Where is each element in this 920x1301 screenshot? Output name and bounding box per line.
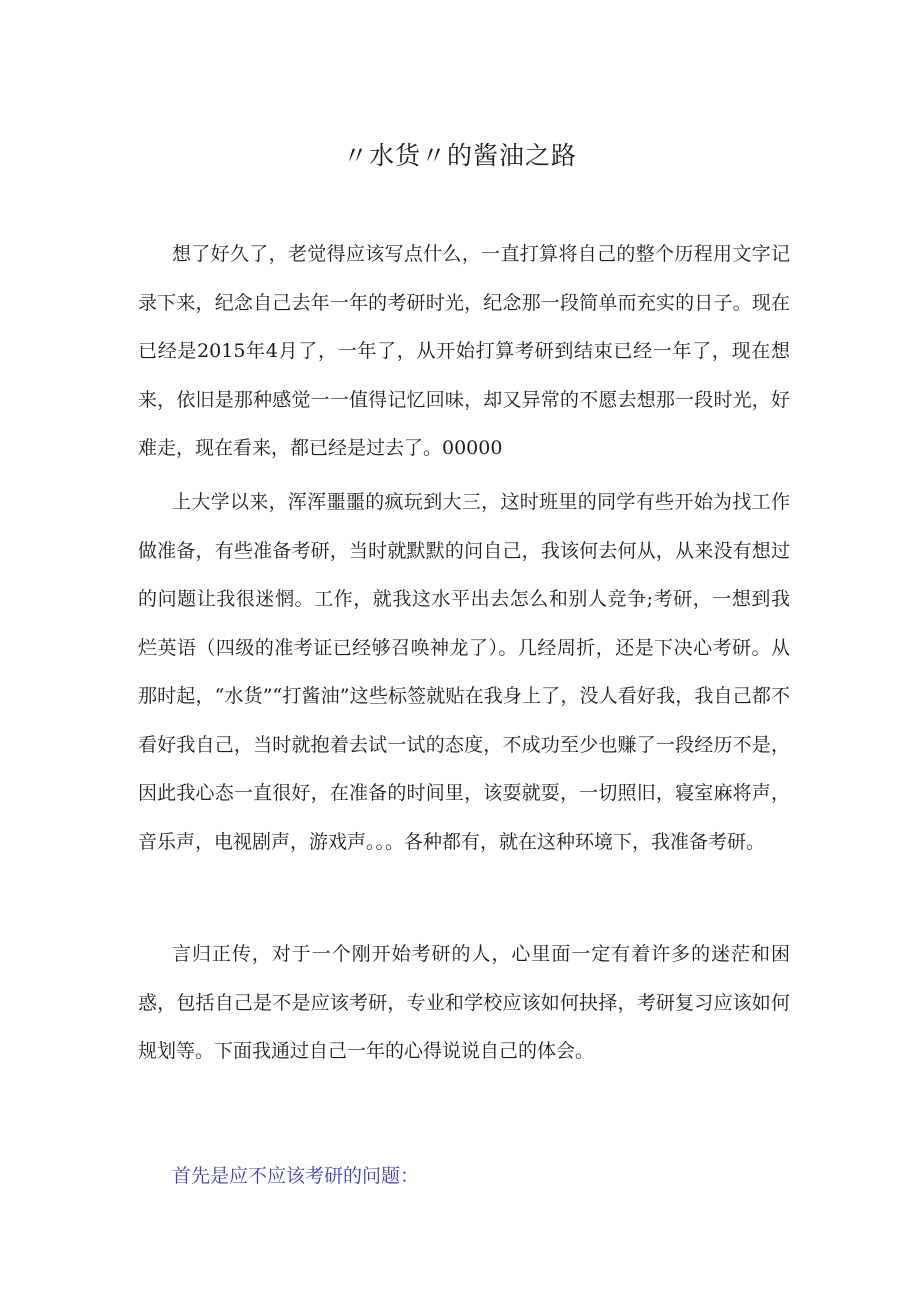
paragraph-intro: 想了好久了，老觉得应该写点什么，一直打算将自己的整个历程用文字记录下来，纪念自己去年一年的考研时光，纪念那一段简单而充实的日子。现在已经是2015年4月了，一年了，从开始打算考研到结束已经一年了，现在想来，依旧是那种感觉一一值得记忆回味，却又异常的不愿去想那一段时光，好难走，现在看来，都已经是过去了。00000 [138,243,790,459]
document-title: 〃水货〃的酱油之路 [342,141,577,170]
paragraph-background: 上大学以来，浑浑噩噩的疯玩到大三，这时班里的同学有些开始为找工作做准备，有些准备考研，当时就默默的问自己，我该何去何从，从来没有想过的问题让我很迷惘。工作，就我这水平出去怎么和别人竞争;考研，一想到我烂英语（四级的准考证已经够召唤神龙了）。几经周折，还是下决心考研。从那时起，“水货”“打酱油”这些标签就贴在我身上了，没人看好我，我自己都不看好我自己，当时就抱着去试一试的态度，不成功至少也赚了一段经历不是，因此我心态一直很好，在准备的时间里，该耍就耍，一切照旧，寝室麻将声，音乐声，电视剧声，游戏声。。。各种都有，就在这种环境下，我准备考研。 [138,491,790,853]
section-subheading: 首先是应不应该考研的问题： [172,1165,420,1187]
paragraph-transition: 言归正传，对于一个刚开始考研的人，心里面一定有着许多的迷茫和困惑，包括自己是不是应该考研，专业和学校应该如何抉择，考研复习应该如何规划等。下面我通过自己一年的心得说说自己的体会。 [138,943,790,1062]
